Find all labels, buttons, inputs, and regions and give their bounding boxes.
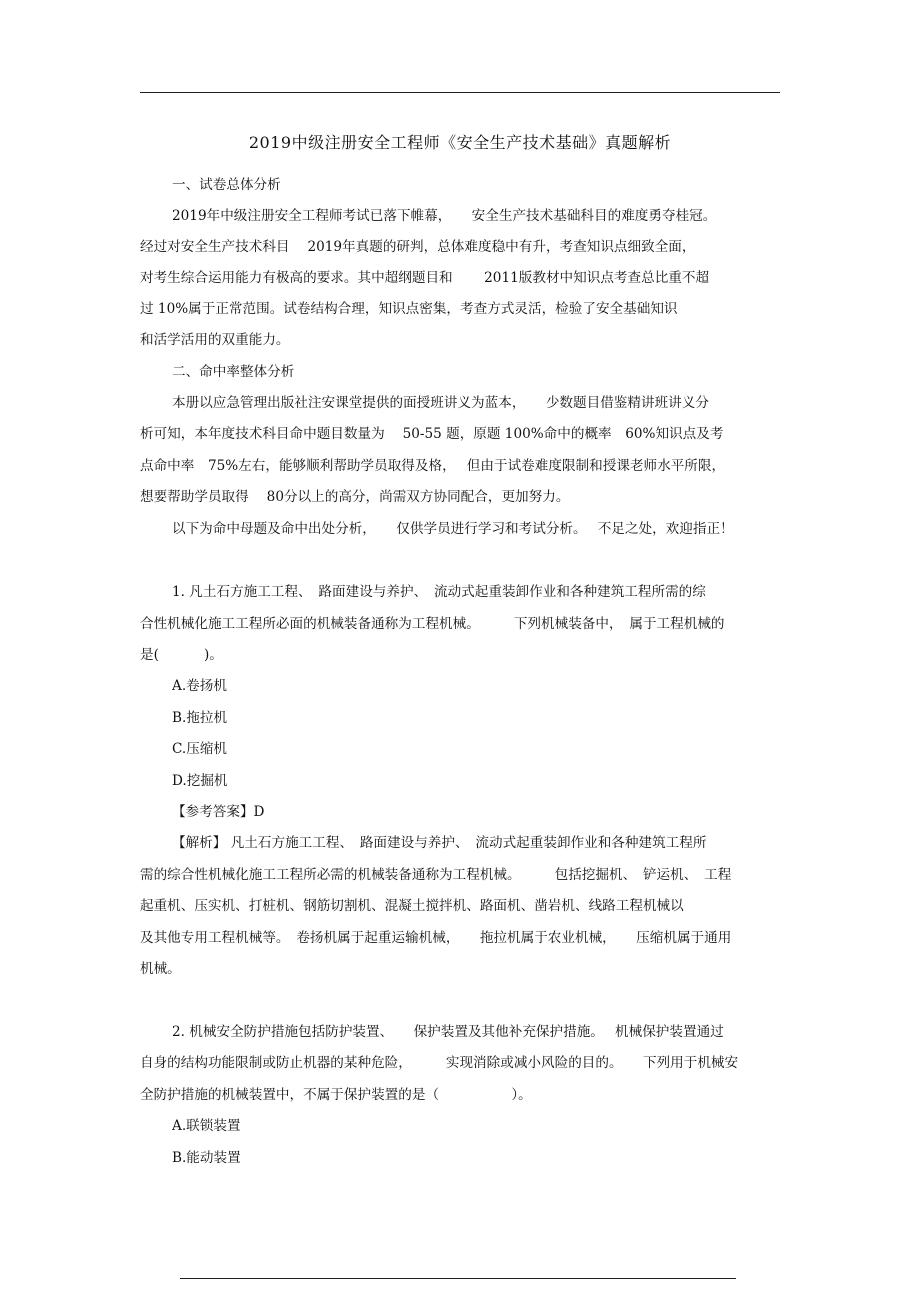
section-heading: 二、命中率整体分析 — [172, 364, 295, 380]
option-b: B.拖拉机 — [172, 710, 228, 726]
analysis-line: 起重机、压实机、打桩机、钢筋切割机、混凝土搅拌机、路面机、凿岩机、线路工程机械以 — [140, 898, 684, 914]
reference-answer: 【参考答案】D — [172, 804, 265, 820]
question-2-line: 全防护措施的机械装置中，不属于保护装置的是（ ）。 — [140, 1087, 532, 1103]
paragraph-line: 想要帮助学员取得 80分以上的高分，尚需双方协同配合，更加努力。 — [140, 489, 570, 505]
paragraph-line: 和活学活用的双重能力。 — [140, 332, 290, 348]
question-2-line: 自身的结构功能限制或防止机器的某种危险， 实现消除或减小风险的目的。 下列用于机械安 — [140, 1055, 739, 1071]
option-a: A.卷扬机 — [172, 678, 227, 694]
paragraph-line: 2019年中级注册安全工程师考试已落下帷幕， 安全生产技术基础科目的难度勇夺桂冠。 — [172, 208, 717, 224]
document-title: 2019中级注册安全工程师《安全生产技术基础》真题解析 — [248, 133, 672, 152]
paragraph-line: 经过对安全生产技术科目 2019年真题的研判，总体难度稳中有升，考查知识点细致全面， — [140, 239, 696, 255]
analysis-line: 机械。 — [140, 961, 181, 977]
analysis-line: 【解析】 凡土石方施工工程、 路面建设与养护、 流动式起重装卸作业和各种建筑工程所 — [172, 835, 707, 851]
bottom-rule — [180, 1278, 736, 1279]
question-1-line: 1. 凡土石方施工工程、 路面建设与养护、 流动式起重装卸作业和各种建筑工程所需的综 — [172, 584, 706, 600]
section-heading: 一、试卷总体分析 — [172, 177, 281, 193]
paragraph-line: 本册以应急管理出版社注安课堂提供的面授班讲义为蓝本， 少数题目借鉴精讲班讲义分 — [172, 395, 709, 411]
option-d: D.挖掘机 — [172, 773, 228, 789]
paragraph-line: 析可知，本年度技术科目命中题目数量为 50-55 题，原题 100%命中的概率 60%知识点及考 — [140, 426, 724, 442]
question-1-line: 是( )。 — [140, 647, 223, 663]
paragraph-line: 过 10%属于正常范围。试卷结构合理，知识点密集，考查方式灵活，检验了安全基础知识 — [140, 301, 678, 317]
option-c: C.压缩机 — [172, 741, 228, 757]
question-2-line: 2. 机械安全防护措施包括防护装置、 保护装置及其他补充保护措施。 机械保护装置通过 — [172, 1024, 724, 1040]
top-rule — [140, 92, 780, 93]
paragraph-line: 点命中率 75%左右，能够顺利帮助学员取得及格， 但由于试卷难度限制和授课老师水平所限， — [140, 458, 726, 474]
question-1-line: 合性机械化施工工程所必面的机械装备通称为工程机械。 下列机械装备中， 属于工程机械的 — [140, 616, 725, 632]
paragraph-line: 以下为命中母题及命中出处分析， 仅供学员进行学习和考试分析。 不足之处，欢迎指正！ — [172, 521, 734, 537]
paragraph-line: 对考生综合运用能力有极高的要求。其中超纲题目和 2011版教材中知识点考查总比重不超 — [140, 270, 710, 286]
analysis-line: 及其他专用工程机械等。 卷扬机属于起重运输机械， 拖拉机属于农业机械， 压缩机属于通用 — [140, 930, 732, 946]
option-b: B.能动装置 — [172, 1150, 241, 1166]
option-a: A.联锁装置 — [172, 1118, 241, 1134]
analysis-line: 需的综合性机械化施工工程所必需的机械装备通称为工程机械。 包括挖掘机、 铲运机、 工程 — [140, 867, 732, 883]
